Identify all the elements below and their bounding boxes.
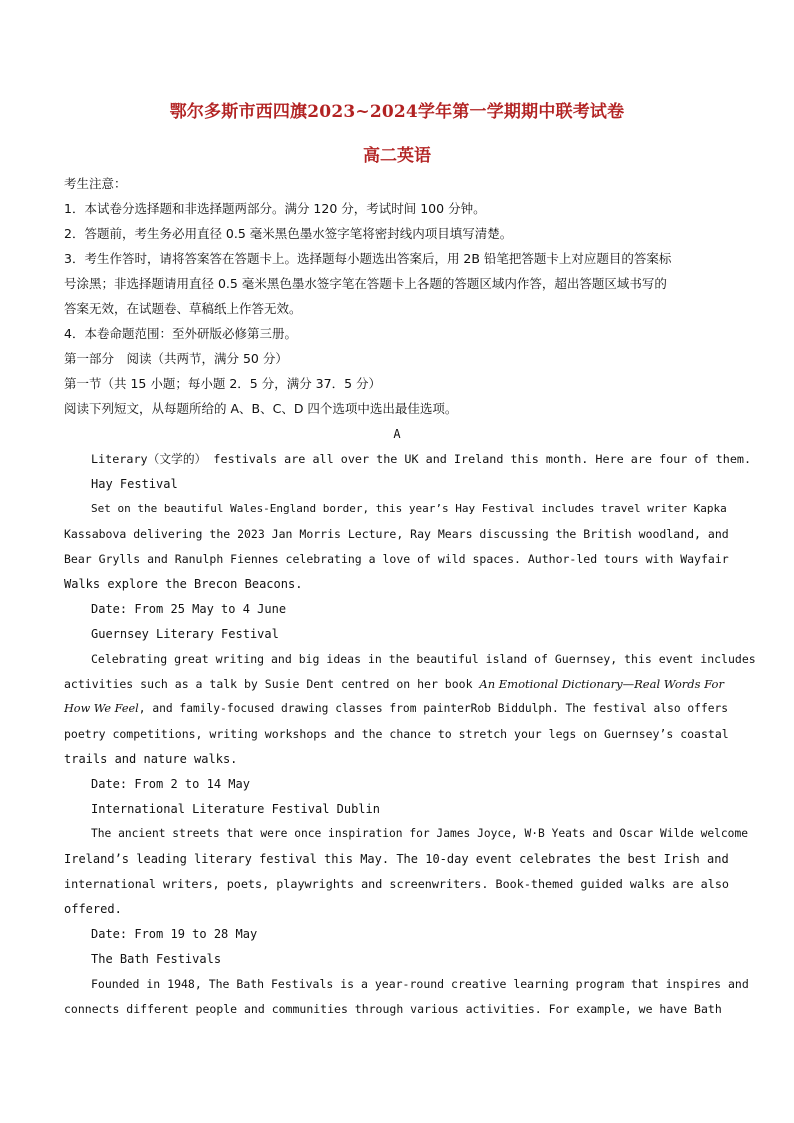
reading-instruction: 阅读下列短文，从每题所给的 A、B、C、D 四个选项中选出最佳选项。 (64, 401, 458, 416)
guernsey-festival-text-5: trails and nature walks. (64, 752, 238, 766)
guernsey-festival-title: Guernsey Literary Festival (91, 627, 279, 641)
notice-item-1: 1．本试卷分选择题和非选择题两部分。满分 120 分，考试时间 100 分钟。 (64, 201, 486, 216)
dublin-festival-text-2: Ireland’s leading literary festival this May. The 10-day event celebrates the best Irish and (64, 852, 729, 866)
section1-heading: 第一节（共 15 小题；每小题 2．5 分，满分 37．5 分） (64, 376, 382, 391)
notice-item-3-line-1: 3．考生作答时，请将答案答在答题卡上。选择题每小题选出答案后，用 2B 铅笔把答题卡上对应题目的答案标 (64, 251, 672, 266)
hay-festival-text-3: Bear Grylls and Ranulph Fiennes celebrating a love of wild spaces. Author-led tours with Wayfair (64, 552, 729, 566)
guernsey-text-2-plain: activities such as a talk by Susie Dent centred on her book (64, 677, 480, 691)
dublin-festival-text-1: The ancient streets that were once inspiration for James Joyce, W·B Yeats and Oscar Wilde welcome (91, 827, 748, 840)
dublin-festival-date: Date: From 19 to 28 May (91, 927, 258, 941)
dublin-festival-text-3: international writers, poets, playwrights and screenwriters. Book-themed guided walks are also (64, 877, 729, 891)
hay-festival-text-1: Set on the beautiful Wales-England border, this year’s Hay Festival includes travel writer Kapka (91, 502, 727, 515)
notice-item-2: 2．答题前，考生务必用直径 0.5 毫米黑色墨水签字笔将密封线内项目填写清楚。 (64, 226, 513, 241)
notice-item-4: 4．本卷命题范围：至外研版必修第三册。 (64, 326, 297, 341)
notice-item-3-line-2: 号涂黑；非选择题请用直径 0.5 毫米黑色墨水签字笔在答题卡上各题的答题区域内作答，超出答题区域书写的 (64, 276, 667, 291)
notice-heading: 考生注意： (64, 176, 127, 191)
bath-festival-text-1: Founded in 1948, The Bath Festivals is a year-round creative learning program that inspires and (91, 977, 749, 991)
dublin-festival-text-4: offered. (64, 902, 122, 916)
exam-title: 鄂尔多斯市西四旗2023~2024学年第一学期期中联考试卷 (169, 102, 625, 122)
part1-heading: 第一部分 阅读（共两节，满分 50 分） (64, 351, 288, 366)
dublin-festival-title: International Literature Festival Dublin (91, 802, 380, 816)
book-title-part-1: An Emotional Dictionary—Real Words For (479, 677, 724, 691)
bath-festival-title: The Bath Festivals (91, 952, 222, 966)
hay-festival-text-4: Walks explore the Brecon Beacons. (64, 577, 303, 591)
notice-item-3-line-3: 答案无效，在试题卷、草稿纸上作答无效。 (64, 301, 302, 316)
book-title-part-2: How We Feel (64, 702, 139, 715)
guernsey-text-3-plain: , and family-focused drawing classes from painterRob Biddulph. The festival also offers (138, 702, 729, 715)
bath-festival-text-2: connects different people and communities through various activities. For example, we have Bath (64, 1002, 722, 1016)
hay-festival-text-2: Kassabova delivering the 2023 Jan Morris Lecture, Ray Mears discussing the British woodland, and (64, 527, 729, 541)
hay-festival-date: Date: From 25 May to 4 June (91, 602, 287, 616)
passage-label: A (393, 427, 401, 441)
passage-intro: Literary（文学的） festivals are all over the UK and Ireland this month. Here are four of them. (91, 452, 752, 466)
guernsey-festival-date: Date: From 2 to 14 May (91, 777, 250, 791)
guernsey-festival-text-4: poetry competitions, writing workshops and the chance to stretch your legs on Guernsey’s coastal (64, 727, 729, 741)
guernsey-festival-text-1: Celebrating great writing and big ideas in the beautiful island of Guernsey, this event includes (91, 652, 756, 666)
hay-festival-title: Hay Festival (91, 477, 178, 491)
guernsey-festival-text-3 (64, 700, 730, 718)
subject-title: 高二英语 (363, 146, 431, 166)
guernsey-festival-text-2 (64, 675, 730, 693)
